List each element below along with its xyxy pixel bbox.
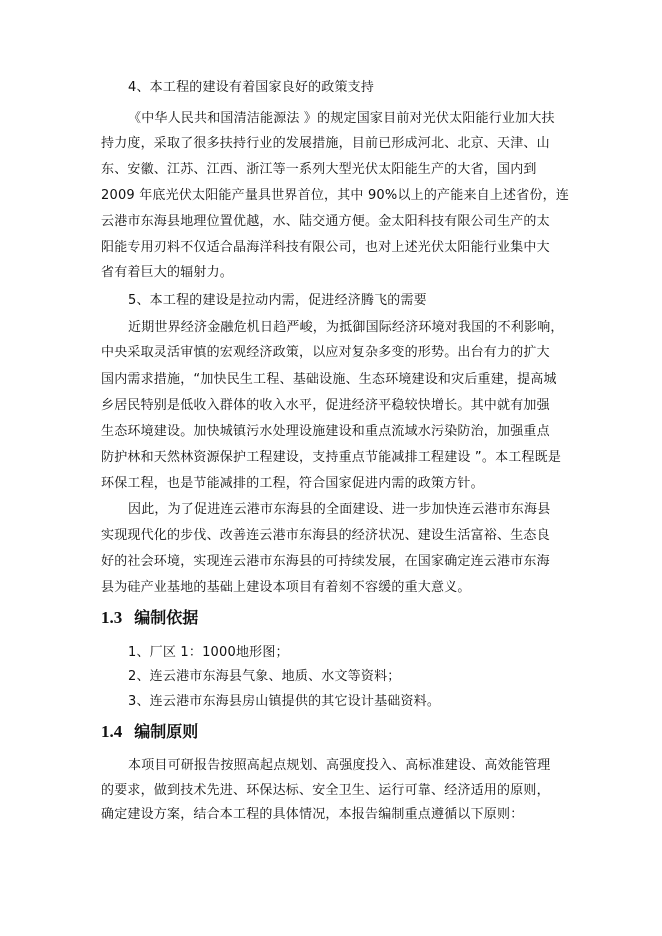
item5-line: 中央采取灵活审慎的宏观经济政策，以应对复杂多变的形势。出台有力的扩大 bbox=[101, 345, 550, 360]
conclusion-line: 因此，为了促进连云港市东海县的全面建设、进一步加快连云港市东海县 bbox=[128, 502, 551, 517]
principle-line: 确定建设方案，结合本工程的具体情况，本报告编制重点遵循以下原则： bbox=[101, 807, 524, 822]
conclusion-line: 县为硅产业基地的基础上建设本项目有着刻不容缓的重大意义。 bbox=[101, 580, 471, 595]
section-number: 1.4 bbox=[101, 722, 123, 741]
basis-item: 3、连云港市东海县房山镇提供的其它设计基础资料。 bbox=[128, 694, 441, 709]
item4-line: 持力度，采取了很多扶持行业的发展措施，目前已形成河北、北京、天津、山 bbox=[101, 136, 550, 151]
item5-line: 乡居民特别是低收入群体的收入水平，促进经济平稳较快增长。其中就有加强 bbox=[101, 398, 550, 413]
section-heading-1-4 bbox=[101, 722, 198, 742]
item4-line: 东、安徽、江苏、江西、浙江等一系列大型光伏太阳能生产的大省，国内到 bbox=[101, 162, 537, 177]
item4-line: 《中华人民共和国清洁能源法 》的规定国家目前对光伏太阳能行业加大扶 bbox=[128, 111, 555, 126]
principle-line: 的要求，做到技术先进、环保达标、安全卫生、运行可靠、经济适用的原则， bbox=[101, 783, 550, 798]
item5-line: 近期世界经济金融危机日趋严峻，为抵御国际经济环境对我国的不利影响， bbox=[128, 320, 564, 335]
conclusion-line: 实现现代化的步伐、改善连云港市东海县的经济状况、建设生活富裕、生态良 bbox=[101, 528, 550, 543]
item5-title: 5、本工程的建设是拉动内需，促进经济腾飞的需要 bbox=[128, 293, 427, 308]
section-number: 1.3 bbox=[101, 608, 123, 627]
item4-line: 阳能专用刃料不仅适合晶海洋科技有限公司，也对上述光伏太阳能行业集中大 bbox=[101, 240, 550, 255]
section-heading-1-3 bbox=[101, 608, 198, 628]
item4-line: 云港市东海县地理位置优越，水、陆交通方便。金太阳科技有限公司生产的太 bbox=[101, 214, 550, 229]
item4-line: 2009 年底光伏太阳能产量具世界首位，其中 90%以上的产能来自上述省份，连 bbox=[101, 188, 570, 203]
basis-item: 2、连云港市东海县气象、地质、水文等资料； bbox=[128, 669, 401, 684]
item5-line: 生态环境建设。加快城镇污水处理设施建设和重点流域水污染防治，加强重点 bbox=[101, 424, 550, 439]
basis-item: 1、厂区 1：1000地形图； bbox=[128, 645, 289, 660]
item5-line: 防护林和天然林资源保护工程建设，支持重点节能减排工程建设 ”。本工程既是 bbox=[101, 450, 562, 465]
item4-line: 省有着巨大的辐射力。 bbox=[101, 265, 234, 280]
item5-line: 国内需求措施，“加快民生工程、基础设施、生态环境建设和灾后重建，提高城 bbox=[101, 372, 557, 387]
section-title: 编制依据 bbox=[134, 608, 199, 627]
item5-line: 环保工程，也是节能减排的工程，符合国家促进内需的政策方针。 bbox=[101, 476, 484, 491]
principle-line: 本项目可研报告按照高起点规划、高强度投入、高标准建设、高效能管理 bbox=[128, 758, 551, 773]
section-title: 编制原则 bbox=[134, 722, 199, 741]
item4-title: 4、本工程的建设有着国家良好的政策支持 bbox=[128, 80, 375, 95]
conclusion-line: 好的社会环境，实现连云港市东海县的可持续发展，在国家确定连云港市东海 bbox=[101, 554, 550, 569]
